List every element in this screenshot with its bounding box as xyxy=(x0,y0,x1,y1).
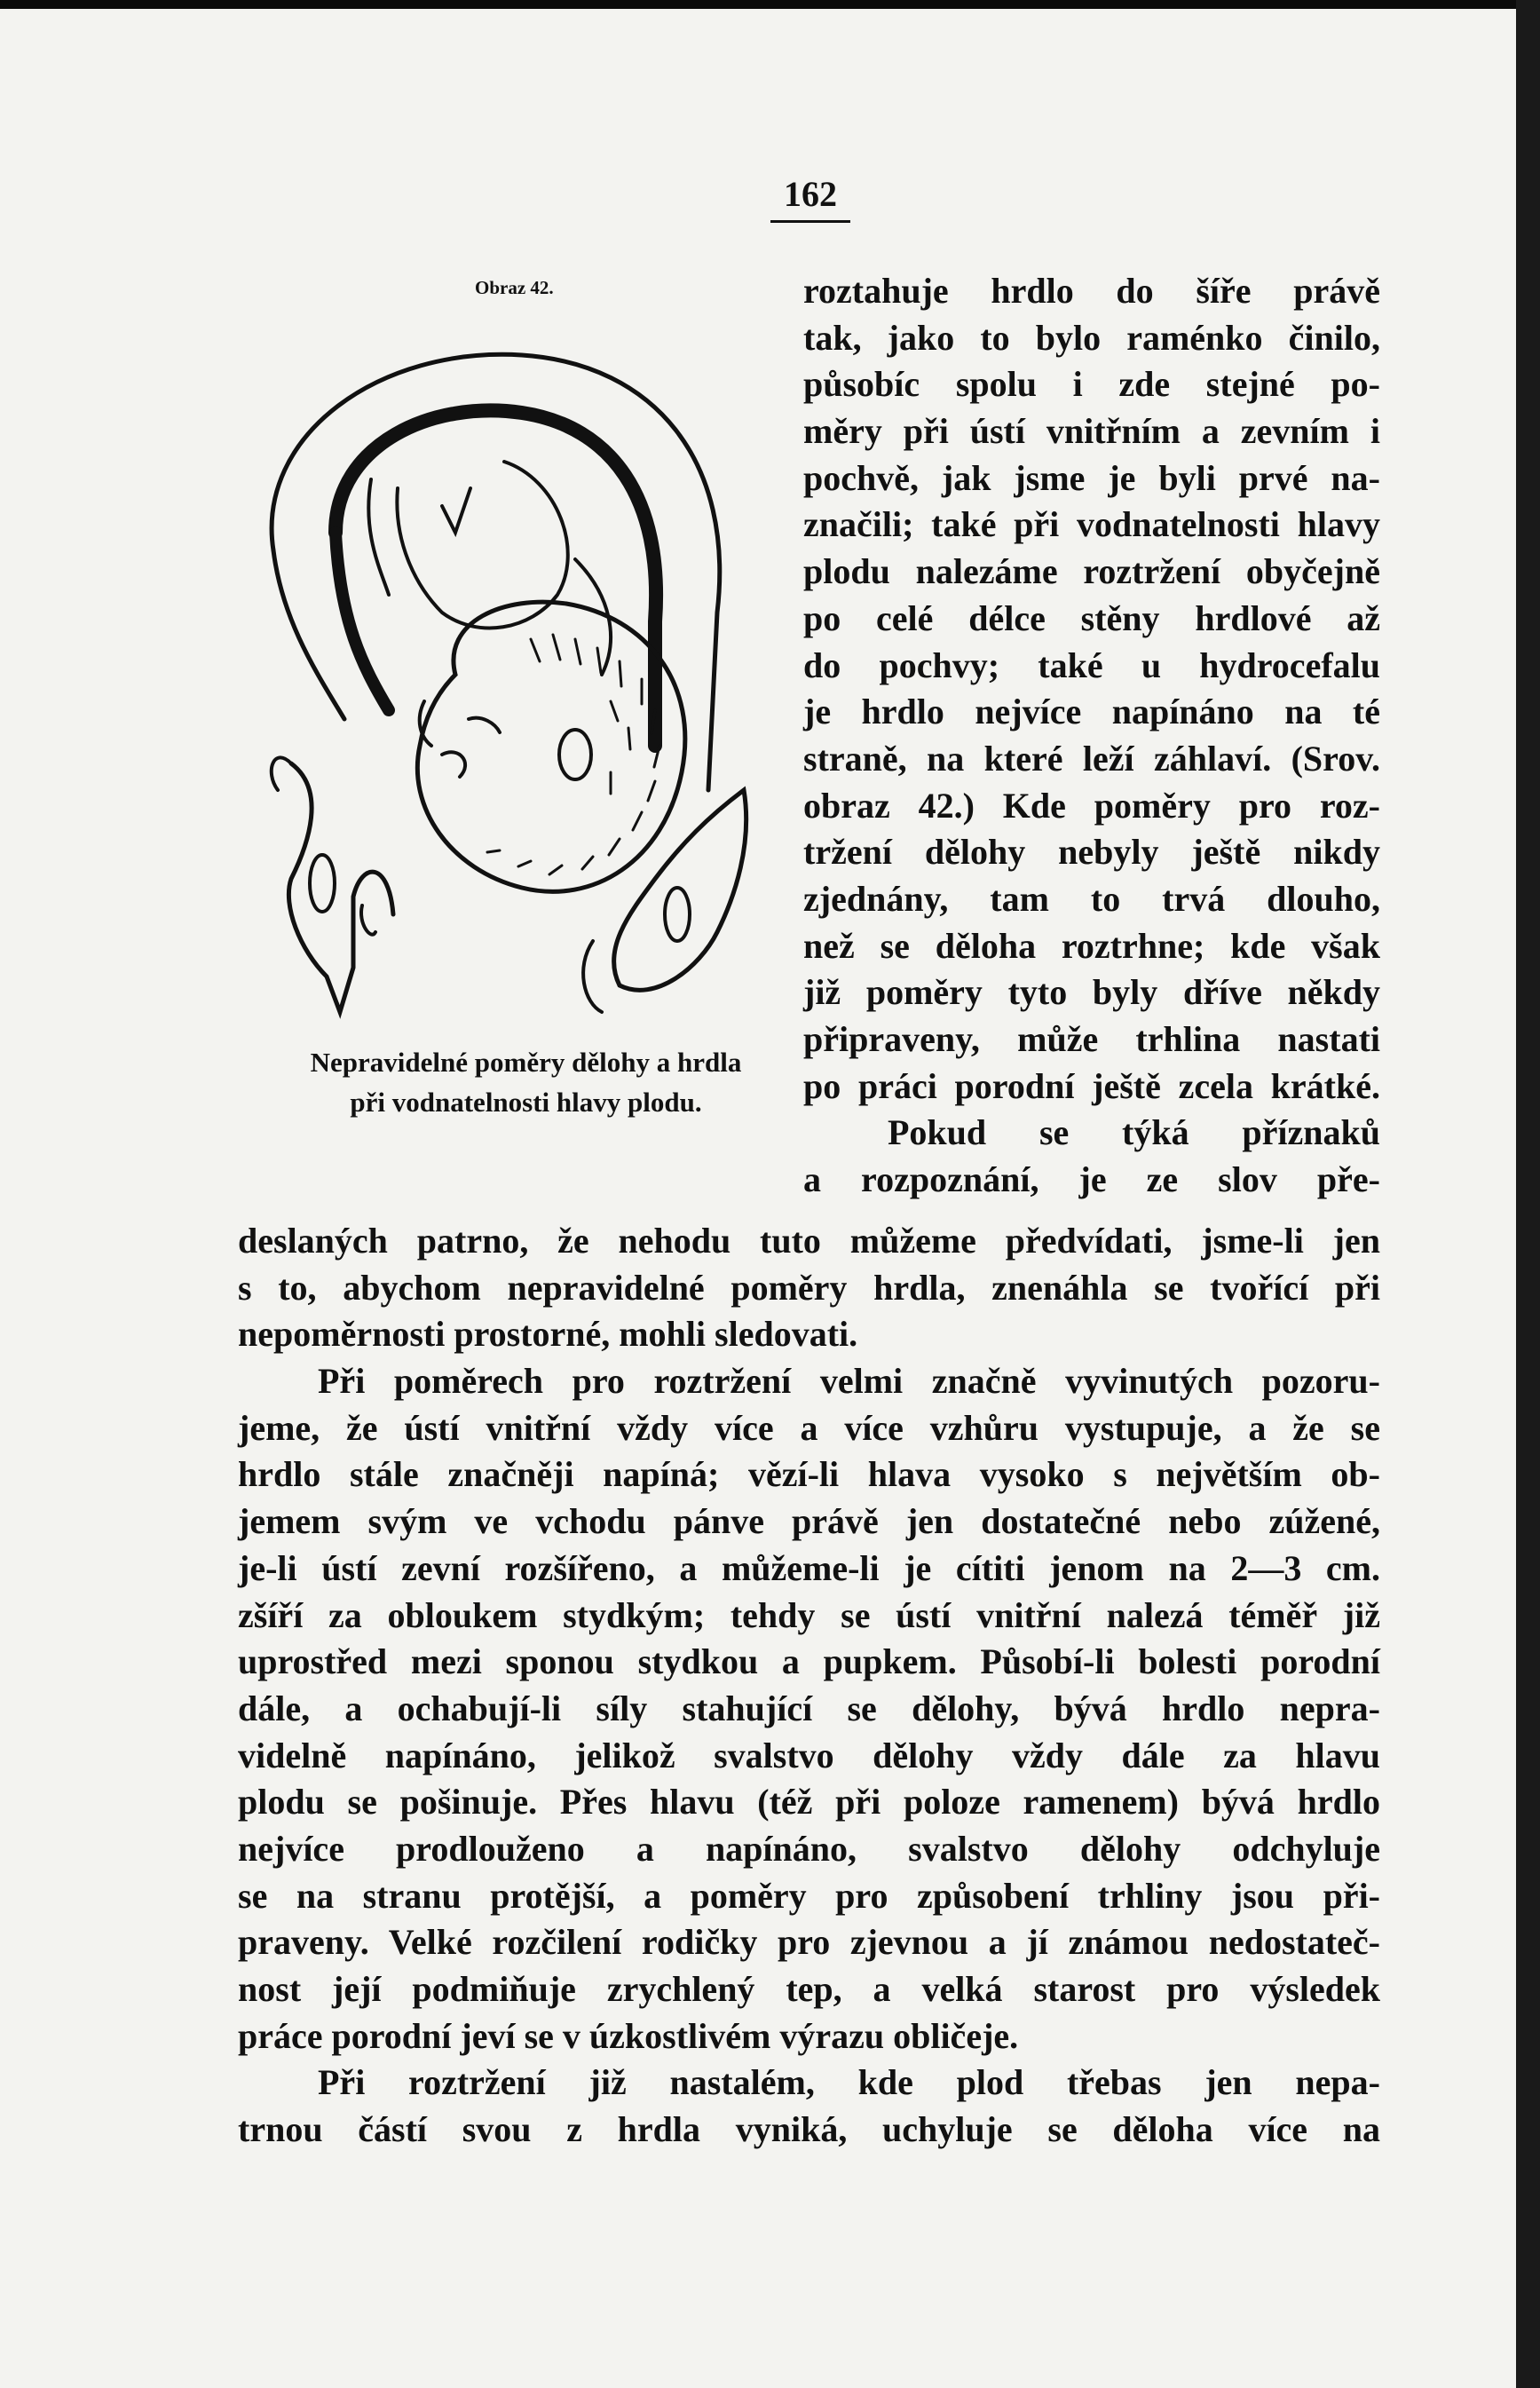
text-line: práce porodní jeví se v úzkostlivém výrazu obličeje. xyxy=(238,2015,1019,2056)
text-line: Pokud se týká příznaků xyxy=(888,1112,1380,1153)
text-line: nost její podmiňuje zrychlený tep, a velká starost pro výsledek xyxy=(238,1969,1380,2009)
text-line: se na stranu protější, a poměry pro způsobení trhliny jsou při- xyxy=(238,1875,1380,1916)
text-line: Při roztržení již nastalém, kde plod třebas jen nepa- xyxy=(318,2062,1380,2103)
text-line: dále, a ochabují-li síly stahující se dělohy, bývá hrdlo nepra- xyxy=(238,1688,1380,1728)
text-line: Při poměrech pro roztržení velmi značně vyvinutých pozoru- xyxy=(318,1361,1380,1402)
right-column-text xyxy=(803,268,1380,1204)
page-number: 162 xyxy=(770,173,850,223)
figure-label: Obraz 42. xyxy=(475,277,554,298)
text-line: straně, na které leží záhlaví. (Srov. xyxy=(803,738,1380,779)
text-line: připraveny, může trhlina nastati xyxy=(803,1019,1380,1059)
text-line: plodu nalezáme roztržení obyčejně xyxy=(803,551,1380,592)
text-line: měry při ústí vnitřním a zevním i xyxy=(803,411,1380,452)
text-line: zšíří za obloukem stydkým; tehdy se ústí vnitřní nalezá téměř již xyxy=(238,1594,1380,1635)
figure-caption: Nepravidelné poměry dělohy a hrdla při vodnatelnosti hlavy plodu. xyxy=(310,1047,742,1118)
text-line: po celé délce stěny hrdlové až xyxy=(803,597,1380,638)
text-line: deslaných patrno, že nehodu tuto můžeme předvídati, jsme-li jen xyxy=(238,1221,1380,1261)
text-line: plodu se pošinuje. Přes hlavu (též při poloze ramenem) bývá hrdlo xyxy=(238,1782,1380,1823)
text-line: a rozpoznání, je ze slov pře- xyxy=(803,1159,1380,1200)
text-line: roztahuje hrdlo do šíře právě xyxy=(803,271,1380,311)
text-line: trnou částí svou z hrdla vyniká, uchyluje se děloha více na xyxy=(238,2109,1380,2150)
full-width-text xyxy=(238,1218,1380,2154)
text-line: s to, abychom nepravidelné poměry hrdla, znenáhla se tvořící při xyxy=(238,1267,1380,1308)
text-line: tržení dělohy nebyly ještě nikdy xyxy=(803,832,1380,873)
text-line: tak, jako to bylo raménko činilo, xyxy=(803,317,1380,358)
text-line: jeme, že ústí vnitřní vždy více a více vzhůru vystupuje, a že se xyxy=(238,1407,1380,1448)
text-line: zjednány, tam to trvá dlouho, xyxy=(803,878,1380,919)
text-line: než se děloha roztrhne; kde však xyxy=(803,925,1380,966)
figure-illustration xyxy=(238,328,762,1021)
text-line: působíc spolu i zde stejné po- xyxy=(803,364,1380,405)
text-line: jemem svým ve vchodu pánve právě jen dostatečné nebo zúžené, xyxy=(238,1501,1380,1542)
text-line: do pochvy; také u hydrocefalu xyxy=(803,644,1380,685)
text-line: po práci porodní ještě zcela krátké. xyxy=(803,1065,1380,1106)
text-line: videlně napínáno, jelikož svalstvo dělohy vždy dále za hlavu xyxy=(238,1735,1380,1775)
text-line: již poměry tyto byly dříve někdy xyxy=(803,972,1380,1013)
text-line: značili; také při vodnatelnosti hlavy xyxy=(803,504,1380,545)
text-line: uprostřed mezi sponou stydkou a pupkem. Působí-li bolesti porodní xyxy=(238,1641,1380,1682)
text-line: je-li ústí zevní rozšířeno, a můžeme-li je cítiti jenom na 2—3 cm. xyxy=(238,1547,1380,1588)
text-line: nejvíce prodlouženo a napínáno, svalstvo dělohy odchyluje xyxy=(238,1828,1380,1869)
text-line: obraz 42.) Kde poměry pro roz- xyxy=(803,785,1380,826)
text-line: je hrdlo nejvíce napínáno na té xyxy=(803,692,1380,732)
text-line: praveny. Velké rozčilení rodičky pro zjevnou a jí známou nedostateč- xyxy=(238,1922,1380,1963)
text-line: nepoměrnosti prostorné, mohli sledovati. xyxy=(238,1314,858,1355)
text-line: pochvě, jak jsme je byli prvé na- xyxy=(803,457,1380,498)
text-line: hrdlo stále značněji napíná; vězí-li hlava vysoko s největším ob- xyxy=(238,1454,1380,1495)
